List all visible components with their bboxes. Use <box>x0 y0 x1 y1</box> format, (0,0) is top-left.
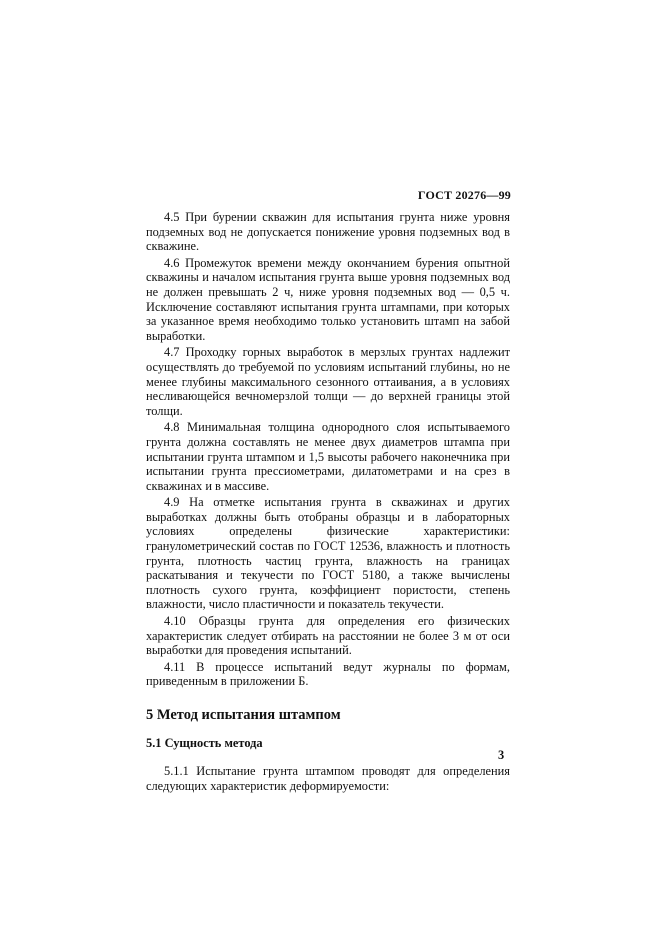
page-body <box>146 210 510 795</box>
section-5-title: 5 Метод испытания штампом <box>146 707 341 723</box>
document-code-header: ГОСТ 20276—99 <box>417 188 511 202</box>
subsection-5-1-title: 5.1 Сущность метода <box>146 736 263 750</box>
page-number: 3 <box>498 748 505 762</box>
paragraph-5-1-1: 5.1.1 Испытание грунта штампом проводят для определения следующих характеристик деформируемости: <box>146 764 510 793</box>
paragraph-4-7: 4.7 Проходку горных выработок в мерзлых грунтах надлежит осуществлять до требуемой по условиям испытаний глубины, но не менее глубины максимального сезонного оттаивания, а в условиях несливающейся вечномерзлой толщи — до верхней границы этой толщи. <box>146 345 510 418</box>
paragraph-4-9: 4.9 На отметке испытания грунта в скважинах и других выработках должны быть отобраны образцы и в лабораторных условиях определены физические характеристики: гранулометрический состав по ГОСТ 12536, влажность и плотность грунта, плотность частиц грунта, влажность на границах раскатывания и текучести по ГОСТ 5180, а также вычислены плотность сухого грунта, коэффициент пористости, степень влажности, число пластичности и показатель текучести. <box>146 495 510 612</box>
paragraph-4-11: 4.11 В процессе испытаний ведут журналы по формам, приведенным в приложении Б. <box>146 659 510 689</box>
paragraph-4-8: 4.8 Минимальная толщина однородного слоя испытываемого грунта должна составлять не менее двух диаметров штампа при испытании грунта штампом и 1,5 высоты рабочего наконечника при испытании грунта прессиометрами, дилатометрами и на срез в скважинах и в массиве. <box>146 420 510 493</box>
paragraph-4-6: 4.6 Промежуток времени между окончанием бурения опытной скважины и началом испытания грунта выше уровня подземных вод не должен превышать 2 ч, ниже уровня подземных вод — 0,5 ч. Исключение составляют испытания грунта штампами, при которых за указанное время необходимо только установить штамп на забой выработки. <box>146 255 510 343</box>
paragraph-4-10: 4.10 Образцы грунта для определения его физических характеристик следует отбирать на расстоянии не более 3 м от оси выработки для проведения испытаний. <box>146 614 510 658</box>
paragraph-4-5: 4.5 При бурении скважин для испытания грунта ниже уровня подземных вод не допускается понижение уровня подземных вод в скважине. <box>146 210 510 254</box>
